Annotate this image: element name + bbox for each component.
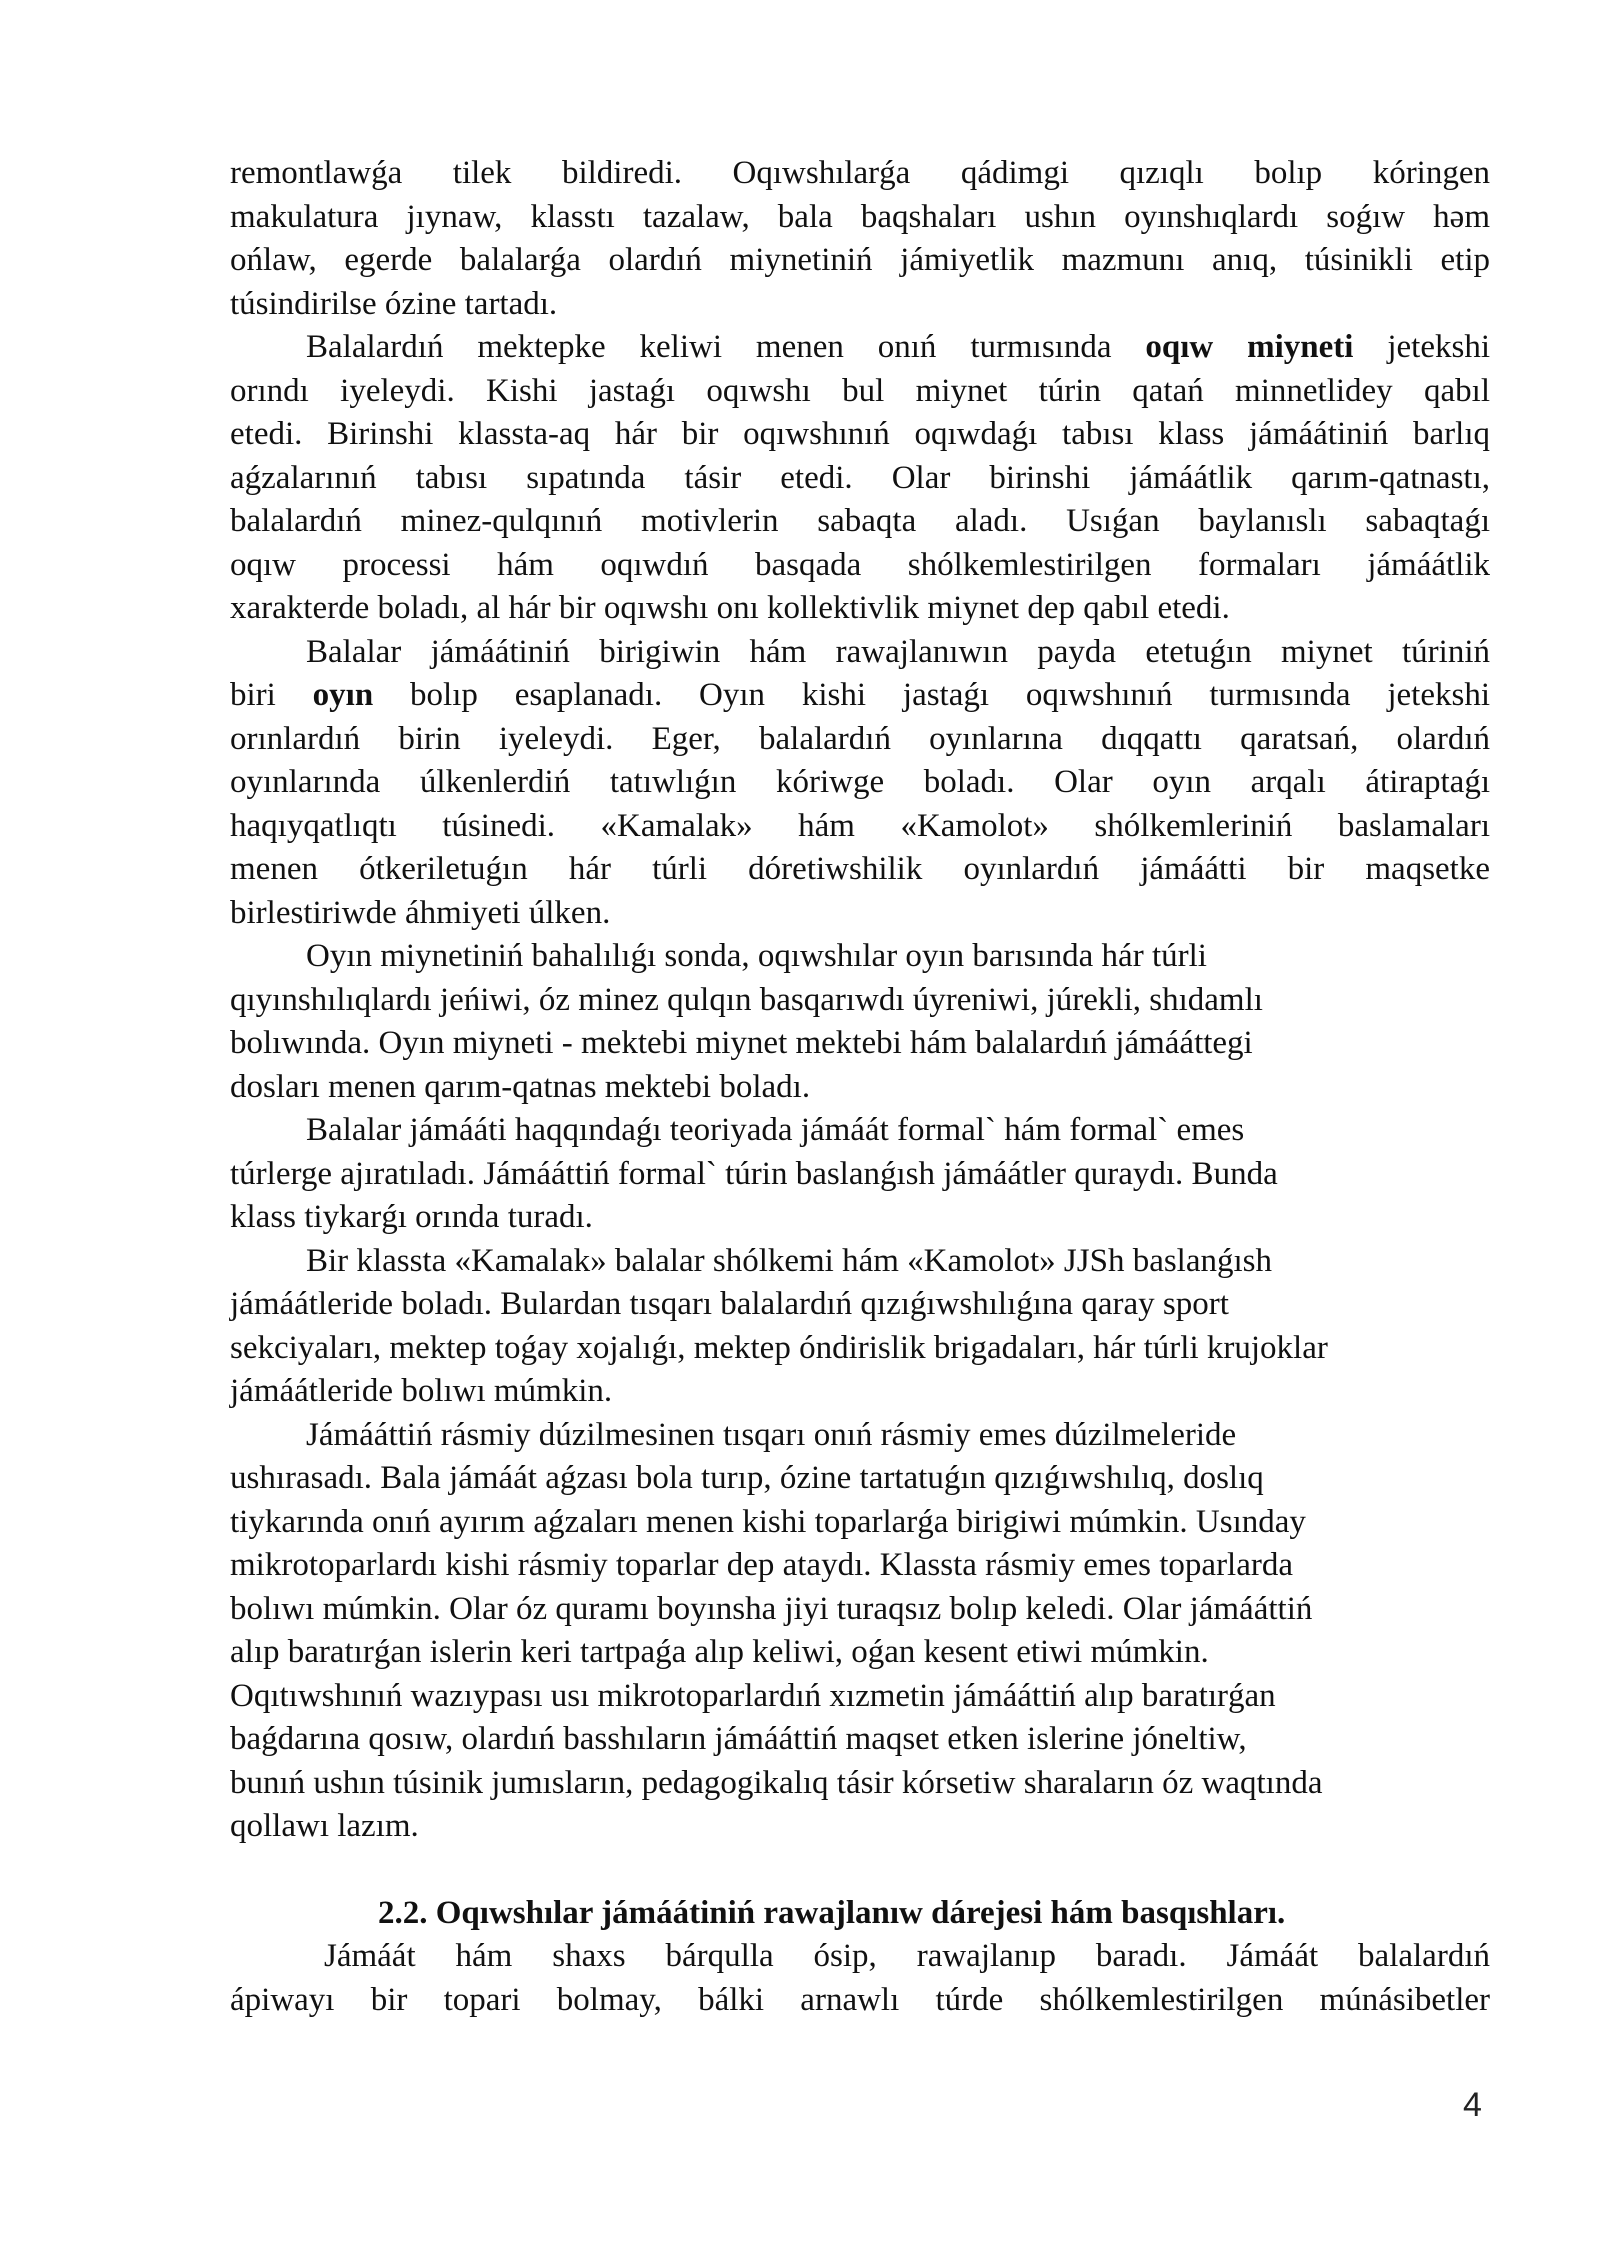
text-run: Balalardıń mektepke keliwi menen onıń turmısında <box>306 329 1146 365</box>
text-line: haqıyqatlıqtı túsinedi. «Kamalak» hám «Kamolot» shólkemleriniń baslamaları <box>230 807 1490 844</box>
text-line: túrlerge ajıratıladı. Jámááttiń formal` túrin baslanǵısh jámáátler quraydı. Bunda <box>230 1155 1278 1192</box>
text-line: birlestiriwde áhmiyeti úlken. <box>230 894 611 931</box>
document-page <box>230 152 1490 2022</box>
text-line: oyınlarında úlkenlerdiń tatıwlıǵın kóriwge boladı. Olar oyın arqalı átiraptaǵı <box>230 764 1490 800</box>
text-line: Balalar jámááti haqqındaǵı teoriyada jámáát formal` hám formal` emes <box>306 1112 1245 1148</box>
text-line: Jámáát hám shaxs bárqulla ósip, rawajlanıp baradı. Jámáát balalardıń <box>324 1938 1490 1974</box>
paragraph-8 <box>230 1935 1490 2022</box>
text-line <box>230 326 1490 370</box>
text-line: jámáátleride boladı. Bulardan tısqarı balalardıń qızıǵıwshılıǵına qaray sport <box>230 1286 1229 1322</box>
paragraph-1 <box>230 152 1490 326</box>
text-line: xarakterde boladı, al hár bir oqıwshı onı kollektivlik miynet dep qabıl etedi. <box>230 590 1230 626</box>
page-number: 4 <box>1463 2086 1482 2124</box>
paragraph-5 <box>230 1109 1490 1240</box>
text-line: makulatura jıynaw, klasstı tazalaw, bala baqshaları ushın oyınshıqlardı soǵıw həm <box>230 198 1490 235</box>
paragraph-6 <box>230 1240 1490 1414</box>
bold-term: oqıw miyneti <box>1145 329 1354 365</box>
text-line: bolıwında. Oyın miyneti - mektebi miynet mektebi hám balalardıń jámááttegi <box>230 1025 1253 1061</box>
text-line: ápiwayı bir topari bolmay, bálki arnawlı túrde shólkemlestirilgen múnásibetler <box>230 1981 1490 2018</box>
text-line: tiykarında onıń ayırım aǵzaları menen kishi toparlarǵa birigiwi múmkin. Usınday <box>230 1503 1306 1540</box>
text-line: Oqıtıwshınıń wazıypası usı mikrotoparlardıń xızmetin jámááttiń alıp baratırǵan <box>230 1677 1276 1714</box>
text-line: qollawı lazım. <box>230 1808 419 1844</box>
text-line: klass tiykarǵı orında turadı. <box>230 1199 593 1235</box>
text-line: aǵzalarınıń tabısı sıpatında tásir etedi. Olar birinshi jámáátlik qarım-qatnastı, <box>230 459 1490 496</box>
bold-term: oyın <box>312 677 374 713</box>
text-line: jámáátleride bolıwı múmkin. <box>230 1373 613 1409</box>
text-line: baǵdarına qosıw, olardıń basshıların jámááttiń maqset etken islerine jóneltiw, <box>230 1721 1247 1757</box>
paragraph-7 <box>230 1414 1490 1849</box>
text-line: Oyın miynetiniń bahalılıǵı sonda, oqıwshılar oyın barısında hár túrli <box>306 938 1207 974</box>
text-line: dosları menen qarım-qatnas mektebi boladı. <box>230 1068 811 1105</box>
text-run: biri <box>230 677 313 713</box>
text-line: balalardıń minez-qulqınıń motivlerin sabaqta aladı. Usıǵan baylanıslı sabaqtaǵı <box>230 503 1490 539</box>
paragraph-2 <box>230 326 1490 631</box>
text-line: ushırasadı. Bala jámáát aǵzası bola turıp, ózine tartatuǵın qızıǵıwshılıq, doslıq <box>230 1460 1264 1496</box>
text-line: orındı iyeleydi. Kishi jastaǵı oqıwshı bul miynet túrin qatań minnetlidey qabıl <box>230 372 1490 409</box>
text-run: bolıp esaplanadı. Oyın kishi jastaǵı oqıwshınıń turmısında jetekshi <box>373 677 1491 713</box>
text-line: ońlaw, egerde balalarǵa olardıń miynetiniń jámiyetlik mazmunı anıq, túsinikli etip <box>230 242 1490 278</box>
text-line: bolıwı múmkin. Olar óz quramı boyınsha jiyi turaqsız bolıp keledi. Olar jámááttiń <box>230 1590 1313 1627</box>
text-line: túsindirilse ózine tartadı. <box>230 285 558 322</box>
text-line: mikrotoparlardı kishi rásmiy toparlar dep ataydı. Klassta rásmiy emes toparlarda <box>230 1547 1294 1583</box>
text-line: Bir klassta «Kamalak» balalar shólkemi hám «Kamolot» JJSh baslanǵısh <box>306 1242 1273 1279</box>
text-line: alıp baratırǵan islerin keri tartpaǵa alıp keliwi, oǵan kesent etiwi múmkin. <box>230 1634 1209 1670</box>
text-line: remontlawǵa tilek bildiredi. Oqıwshılarǵa qádimgi qızıqlı bolıp kóringen <box>230 155 1490 191</box>
section-heading: 2.2. Oqıwshılar jámáátiniń rawajlanıw dárejesi hám basqıshları. <box>378 1894 1286 1931</box>
text-line: bunıń ushın túsinik jumısların, pedagogikalıq tásir kórsetiw sharaların óz waqtında <box>230 1764 1323 1801</box>
text-line: Balalar jámáátiniń birigiwin hám rawajlanıwın payda etetuǵın miynet túriniń <box>306 633 1490 670</box>
text-line: sekciyaları, mektep toǵay xojalıǵı, mektep óndirislik brigadaları, hár túrli krujoklar <box>230 1329 1328 1366</box>
text-line: qıyınshılıqlardı jeńiwi, óz minez qulqın basqarıwdı úyreniwi, júrekli, shıdamlı <box>230 981 1263 1018</box>
text-run: jetekshi <box>1353 329 1490 365</box>
text-line: orınlardıń birin iyeleydi. Eger, balalardıń oyınlarına dıqqattı qaratsań, olardıń <box>230 720 1490 757</box>
text-line: menen ótkeriletuǵın hár túrli dóretiwshilik oyınlardıń jámáátti bir maqsetke <box>230 851 1490 887</box>
paragraph-3 <box>230 631 1490 936</box>
paragraph-4 <box>230 935 1490 1109</box>
text-line: Jámááttiń rásmiy dúzilmesinen tısqarı onıń rásmiy emes dúzilmeleride <box>306 1416 1237 1453</box>
text-line <box>230 674 1490 718</box>
text-line: oqıw processi hám oqıwdıń basqada shólkemlestirilgen formaları jámáátlik <box>230 546 1490 583</box>
text-line: etedi. Birinshi klassta-aq hár bir oqıwshınıń oqıwdaǵı tabısı klass jámáátiniń barlıq <box>230 416 1490 452</box>
